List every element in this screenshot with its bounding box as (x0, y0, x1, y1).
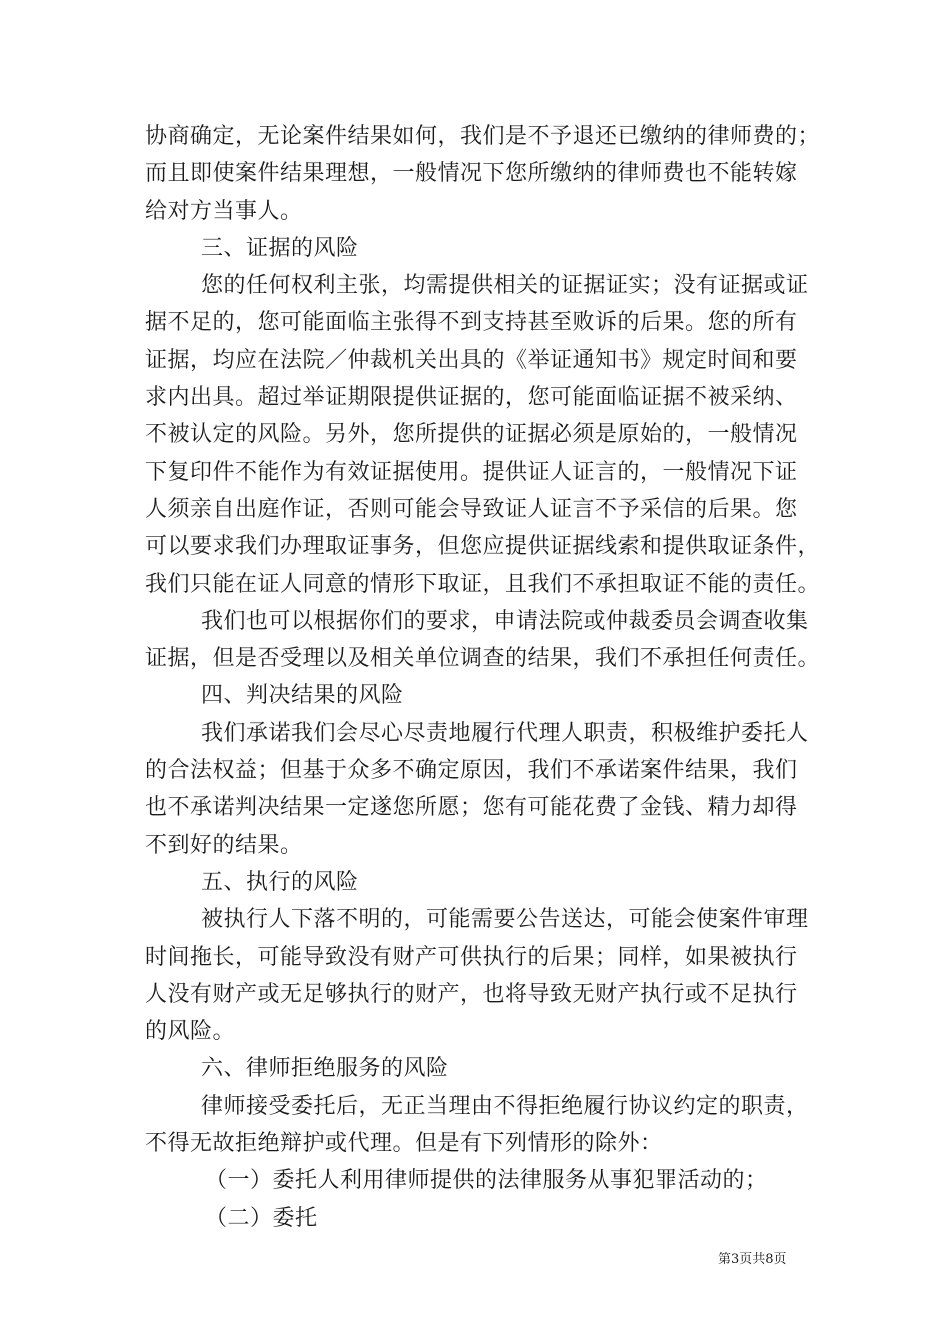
section-heading: 五、执行的风险 (201, 869, 359, 895)
section-heading: 六、律师拒绝服务的风险 (201, 1056, 449, 1082)
body-line: 协商确定，无论案件结果如何，我们是不予退还已缴纳的律师费的； (145, 124, 821, 149)
body-line: 我们也可以根据你们的要求，申请法院或仲裁委员会调查收集 (201, 608, 809, 634)
body-line: 不被认定的风险。另外，您所提供的证据必须是原始的，一般情况 (145, 422, 798, 448)
body-line: 时间拖长，可能导致没有财产可供执行的后果；同样，如果被执行 (145, 944, 798, 970)
list-item: （一）委托人利用律师提供的法律服务从事犯罪活动的； (205, 1168, 768, 1194)
body-line: 您的任何权利主张，均需提供相关的证据证实；没有证据或证 (201, 273, 809, 299)
section-heading: 四、判决结果的风险 (201, 683, 404, 709)
body-line: 人没有财产或无足够执行的财产，也将导致无财产执行或不足执行 (145, 981, 798, 1007)
body-line: 证据，但是否受理以及相关单位调查的结果，我们不承担任何责任。 (145, 646, 821, 672)
body-line: 不到好的结果。 (145, 832, 303, 858)
body-line: 不得无故拒绝辩护或代理。但是有下列情形的除外： (145, 1131, 663, 1157)
body-line: 可以要求我们办理取证事务，但您应提供证据线索和提供取证条件， (145, 534, 821, 560)
body-line: 律师接受委托后，无正当理由不得拒绝履行协议约定的职责， (201, 1093, 809, 1119)
body-line: 我们承诺我们会尽心尽责地履行代理人职责，积极维护委托人 (201, 720, 809, 746)
page-number-footer: 第3页共8页 (718, 1252, 787, 1267)
body-line: 下复印件不能作为有效证据使用。提供证人证言的，一般情况下证 (145, 459, 798, 485)
body-line: 给对方当事人。 (145, 198, 303, 224)
body-line: 据不足的，您可能面临主张得不到支持甚至败诉的后果。您的所有 (145, 310, 798, 336)
list-item: （二）委托 (205, 1205, 318, 1231)
body-line: 的风险。 (145, 1019, 236, 1045)
body-line: 证据，均应在法院／仲裁机关出具的《举证通知书》规定时间和要 (145, 347, 798, 373)
body-line: 人须亲自出庭作证，否则可能会导致证人证言不予采信的后果。您 (145, 496, 798, 522)
body-line: 求内出具。超过举证期限提供证据的，您可能面临证据不被采纳、 (145, 385, 798, 411)
body-line: 的合法权益；但基于众多不确定原因，我们不承诺案件结果，我们 (145, 758, 798, 784)
document-body (145, 118, 821, 1237)
body-line: 而且即使案件结果理想，一般情况下您所缴纳的律师费也不能转嫁 (145, 161, 798, 187)
section-heading: 三、证据的风险 (201, 235, 359, 261)
body-line: 我们只能在证人同意的情形下取证，且我们不承担取证不能的责任。 (145, 571, 821, 597)
body-line: 也不承诺判决结果一定遂您所愿；您有可能花费了金钱、精力却得 (145, 795, 798, 821)
body-line: 被执行人下落不明的，可能需要公告送达，可能会使案件审理 (201, 907, 809, 933)
